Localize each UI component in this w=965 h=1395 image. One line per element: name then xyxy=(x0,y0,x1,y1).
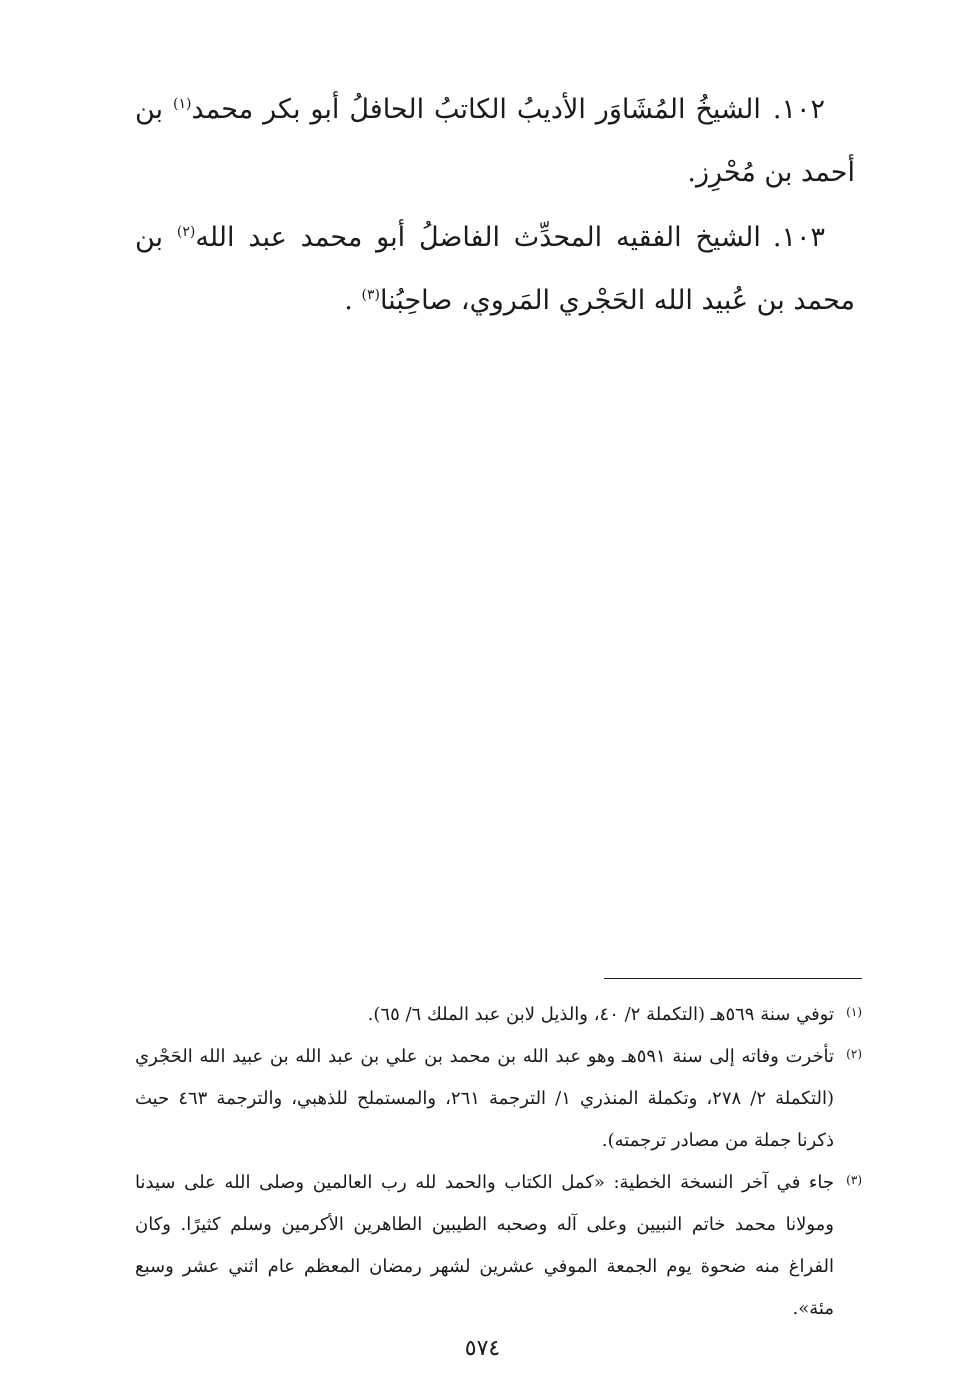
entry-text: الشيخُ المُشَاوَر الأديبُ الكاتبُ الحافلُ أبو بكر محمد xyxy=(191,94,761,125)
footnotes xyxy=(135,994,862,1330)
footnote-text: توفي سنة ٥٦٩هـ (التكملة ٢/ ٤٠، والذيل لابن عبد الملك ٦/ ٦٥). xyxy=(367,1004,834,1025)
entry-text: الشيخ الفقيه المحدِّث الفاضلُ أبو محمد عبد الله xyxy=(195,222,761,253)
footnote-separator xyxy=(604,978,862,979)
footnote-ref[interactable]: (٢) xyxy=(176,224,196,240)
footnote-2 xyxy=(135,1036,862,1162)
entry-text-continued: بن محمد بن عُبيد الله الحَجْري المَروي، صاحِبُنا xyxy=(135,222,855,316)
footnote-text: تأخرت وفاته إلى سنة ٥٩١هـ وهو عبد الله بن محمد بن علي بن عبد الله بن عبيد الله الحَجْري (التكملة ٢/ ٢٧٨، وتكملة المنذري ١/ الترجمة ٢٦١، والمستملح للذهبي، والترجمة ٤٦٣ حيث ذكرنا جملة من مصادر ترجمته). xyxy=(135,1046,834,1151)
footnote-marker: (٣) xyxy=(846,1173,862,1187)
entry-102 xyxy=(135,78,855,204)
entry-text-continued: بن أحمد بن مُحْرِز. xyxy=(135,94,855,188)
footnote-text: جاء في آخر النسخة الخطية: «كمل الكتاب والحمد لله رب العالمين وصلى الله على سيدنا ومولانا محمد خاتم النبيين وعلى آله وصحبه الطيبين الطاهرين الأكرمين وسلم كثيرًا. وكان الفراغ منه ضحوة يوم الجمعة الموفي عشرين لشهر رمضان المعظم عام اثني عشر وسبع مئة». xyxy=(135,1172,835,1319)
footnote-3 xyxy=(135,1162,862,1330)
entry-103 xyxy=(135,206,855,332)
footnote-marker: (٢) xyxy=(846,1047,862,1061)
footnote-1 xyxy=(135,994,862,1036)
main-text xyxy=(135,78,855,334)
entry-number: ١٠٣. xyxy=(772,222,825,253)
footnote-ref[interactable]: (١) xyxy=(173,96,192,112)
footnote-ref[interactable]: (٣) xyxy=(361,287,380,303)
entry-text-end: . xyxy=(344,285,362,316)
footnote-marker: (١) xyxy=(846,1005,862,1019)
entry-number: ١٠٢. xyxy=(772,94,825,125)
page-number: ٥٧٤ xyxy=(464,1336,501,1361)
